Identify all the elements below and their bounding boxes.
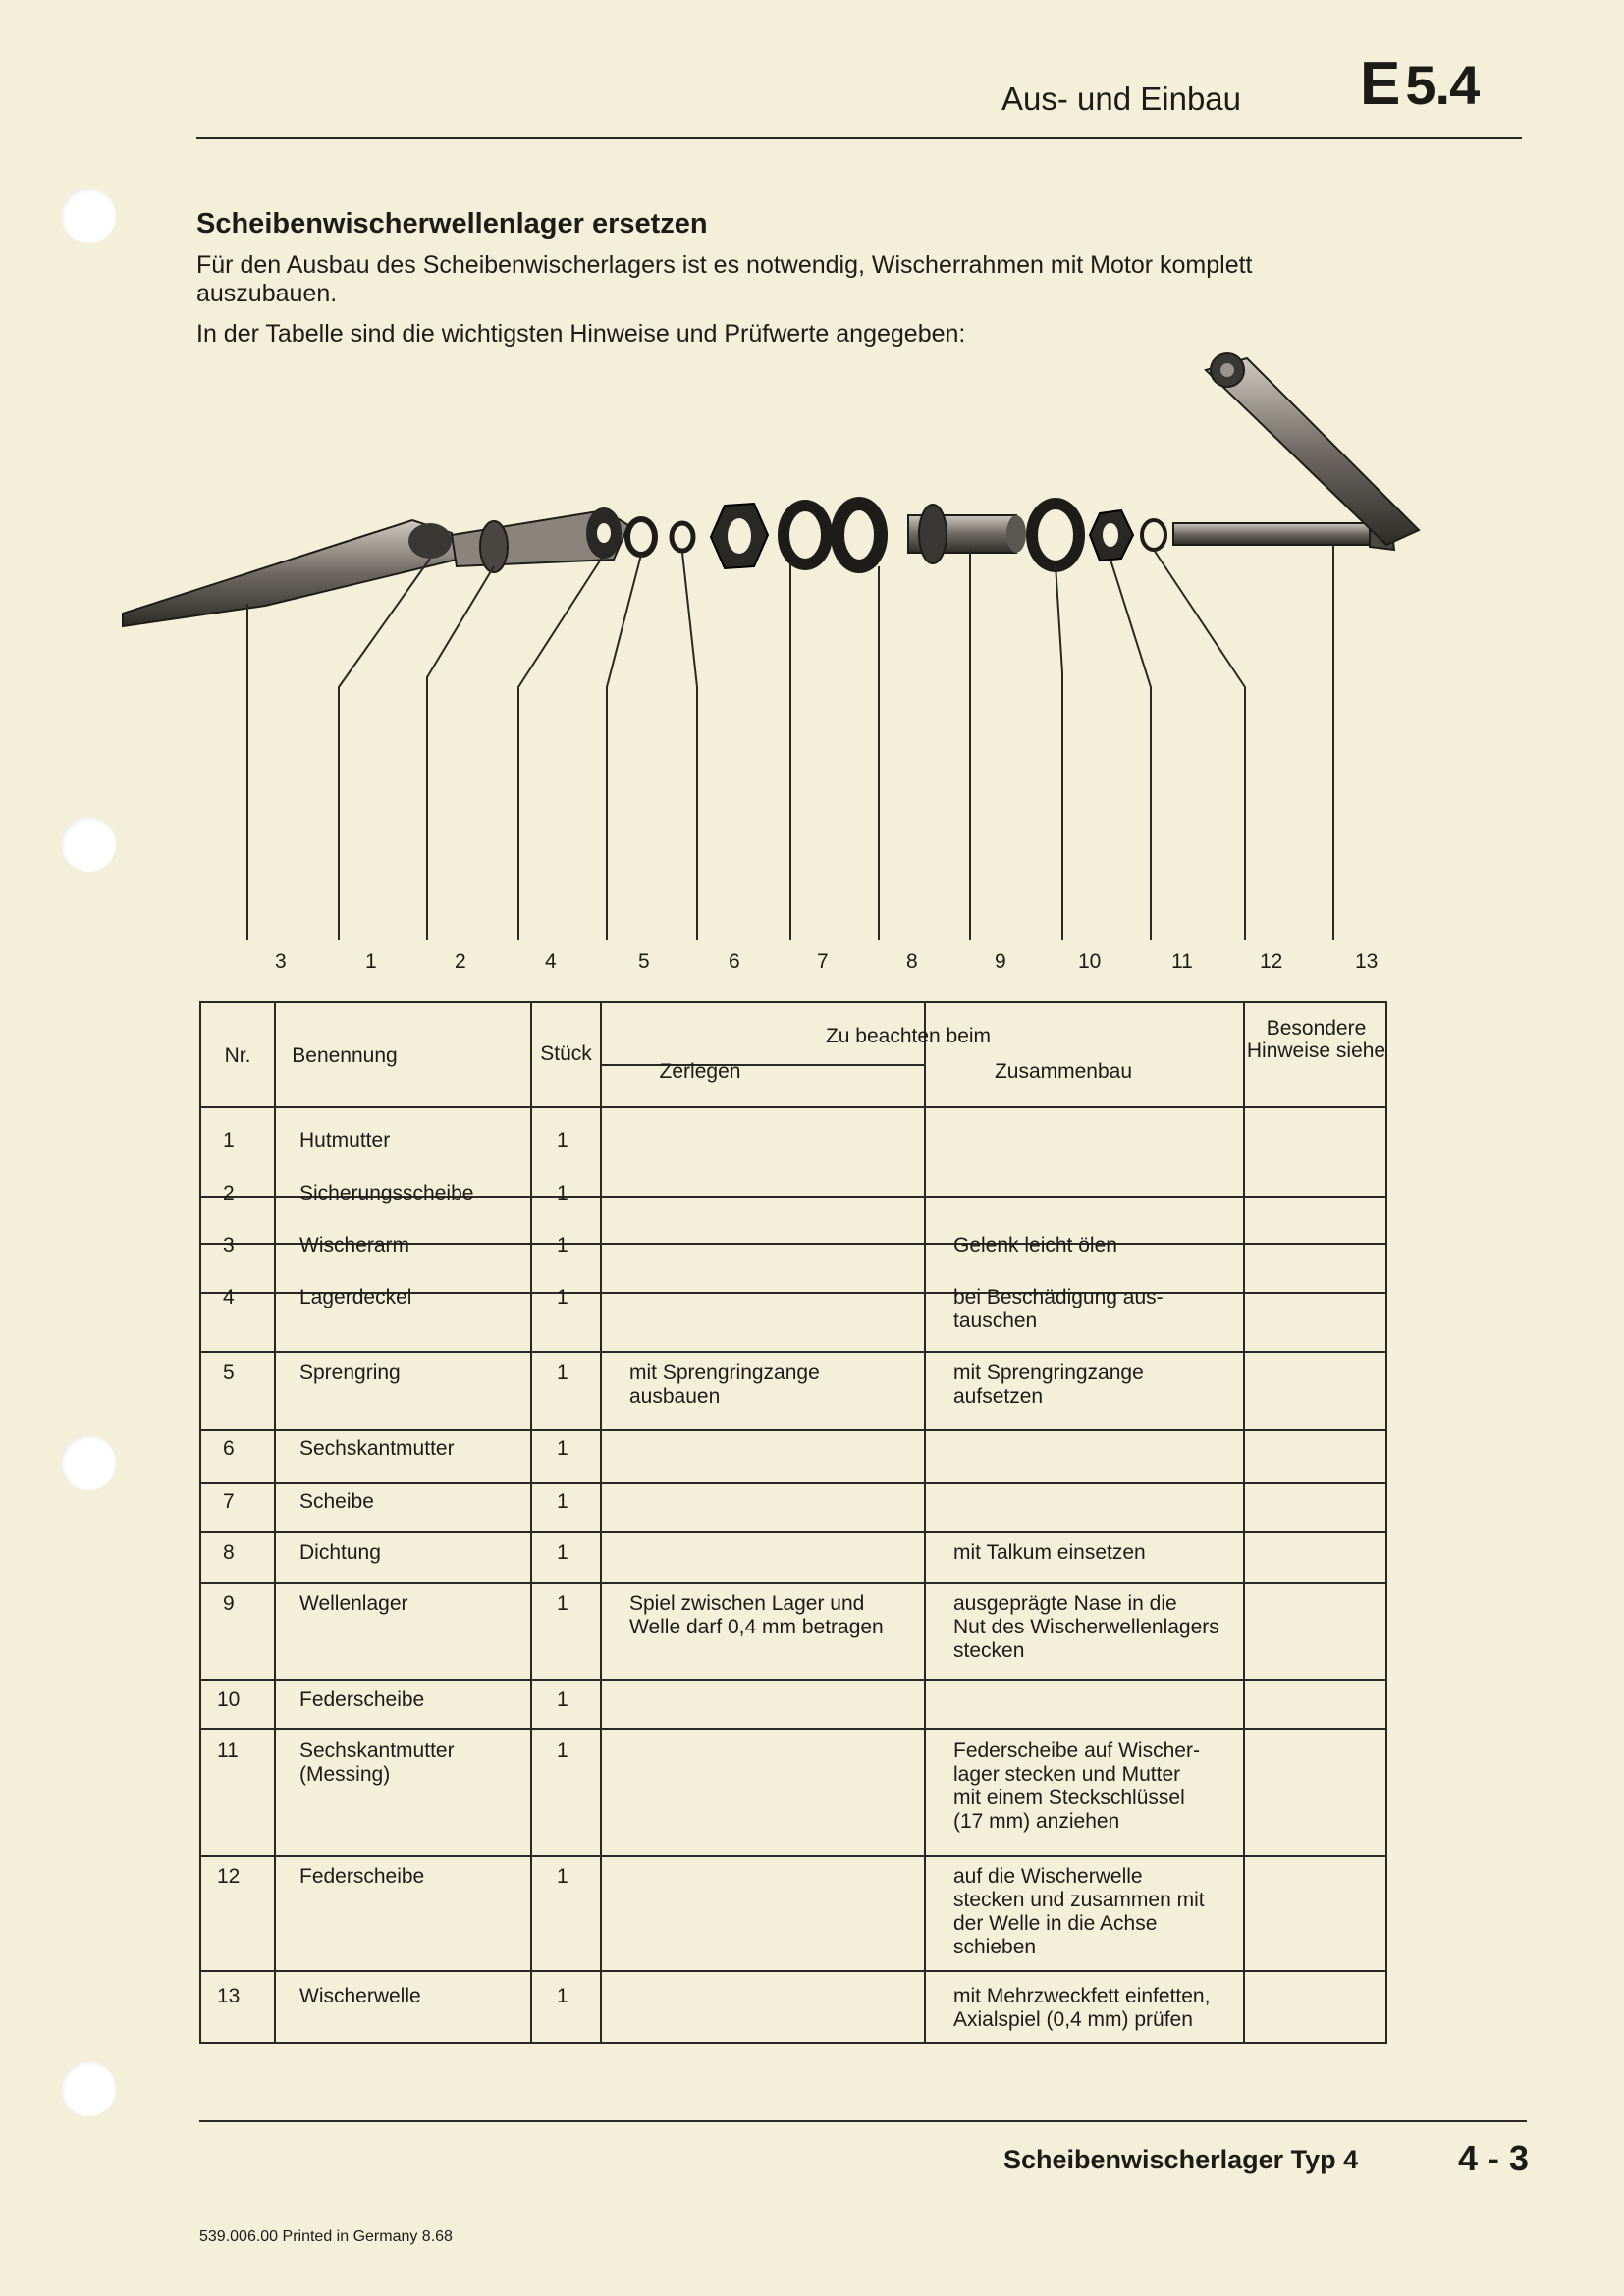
table-row-qty: 1	[557, 1182, 568, 1204]
table-row-qty: 1	[557, 1739, 568, 1762]
table-row-nr: 3	[223, 1234, 235, 1256]
callout-number: 3	[275, 950, 287, 973]
leader-lines	[247, 545, 1333, 940]
header-assembly: Zusammenbau	[994, 1060, 1133, 1083]
table-row-name: Sechskantmutter	[299, 1437, 455, 1460]
table-row-qty: 1	[557, 1129, 568, 1151]
header-name: Benennung	[292, 1044, 398, 1067]
callout-number: 12	[1260, 950, 1283, 973]
table-row-disassembly: mit Sprengringzange ausbauen	[629, 1362, 820, 1408]
callout-number: 10	[1078, 950, 1102, 973]
punch-hole	[61, 817, 116, 872]
table-row-name: Sicherungsscheibe	[299, 1182, 474, 1204]
table-row-assembly: mit Mehrzweckfett einfetten, Axialspiel (0,4 mm) prüfen	[953, 1985, 1211, 2031]
punch-hole	[61, 1435, 116, 1490]
section-letter: E	[1360, 50, 1400, 118]
table-row-qty: 1	[557, 1865, 568, 1888]
table-row-name: Wischerwelle	[299, 1985, 421, 2007]
header-rule	[196, 137, 1522, 139]
intro-table-note: In der Tabelle sind die wichtigsten Hinweise und Prüfwerte angegeben:	[196, 320, 966, 347]
table-row-nr: 10	[217, 1688, 241, 1711]
header-title: Aus- und Einbau	[1001, 80, 1242, 117]
table-row-qty: 1	[557, 1437, 568, 1460]
table-row-nr: 11	[217, 1739, 239, 1762]
table-row-nr: 13	[217, 1985, 241, 2007]
table-row-qty: 1	[557, 1286, 568, 1308]
table-row-name: Sprengring	[299, 1362, 401, 1384]
callout-number: 11	[1171, 950, 1193, 973]
table-row-name: Dichtung	[299, 1541, 381, 1564]
callout-number: 6	[729, 950, 740, 973]
table-row-name: Lagerdeckel	[299, 1286, 412, 1308]
table-row-assembly: ausgeprägte Nase in die Nut des Wischerwellenlagers stecken	[953, 1592, 1219, 1662]
table-row-assembly: Gelenk leicht ölen	[953, 1234, 1117, 1256]
table-row-nr: 4	[223, 1286, 235, 1308]
section-heading: Scheibenwischerwellenlager ersetzen	[196, 208, 708, 240]
intro-paragraph: Für den Ausbau des Scheibenwischerlagers ist es notwendig, Wischerrahmen mit Motor komplett auszubauen.	[196, 251, 1253, 307]
punch-hole	[61, 2061, 116, 2116]
table-row-nr: 7	[223, 1490, 235, 1513]
header-notes: Besondere Hinweise siehe	[1246, 1017, 1386, 1062]
print-note: 539.006.00 Printed in Germany 8.68	[199, 2228, 453, 2245]
callout-number: 13	[1355, 950, 1379, 973]
callout-number: 2	[455, 950, 466, 973]
table-row-qty: 1	[557, 1490, 568, 1513]
table-row-qty: 1	[557, 1234, 568, 1256]
table-row-name: Scheibe	[299, 1490, 374, 1513]
table-row-name: Wellenlager	[299, 1592, 408, 1615]
table-row-nr: 2	[223, 1182, 235, 1204]
footer-title: Scheibenwischerlager Typ 4	[1003, 2145, 1359, 2174]
table-row-nr: 1	[223, 1129, 235, 1151]
table-row-assembly: mit Talkum einsetzen	[953, 1541, 1146, 1564]
table-row-qty: 1	[557, 1362, 568, 1384]
table-row-assembly: Federscheibe auf Wischer- lager stecken und Mutter mit einem Steckschlüssel (17 mm) anziehen	[953, 1739, 1200, 1833]
callout-number: 9	[995, 950, 1006, 973]
callout-number: 1	[365, 950, 377, 973]
table-row-nr: 9	[223, 1592, 235, 1615]
table-row-qty: 1	[557, 1541, 568, 1564]
table-row-name: Hutmutter	[299, 1129, 391, 1151]
table-row-nr: 8	[223, 1541, 235, 1564]
section-number: 5.4	[1405, 54, 1480, 116]
table-row-disassembly: Spiel zwischen Lager und Welle darf 0,4 mm betragen	[629, 1592, 884, 1638]
callout-number: 7	[817, 950, 829, 973]
table-row-name: Sechskantmutter (Messing)	[299, 1739, 455, 1786]
header-disassembly: Zerlegen	[659, 1060, 741, 1083]
page-number: 4 - 3	[1458, 2138, 1530, 2178]
punch-hole	[61, 188, 116, 243]
callout-number: 4	[545, 950, 557, 973]
table-row-name: Federscheibe	[299, 1865, 425, 1888]
footer-rule	[199, 2120, 1527, 2122]
table-row-assembly: auf die Wischerwelle stecken und zusammen mit der Welle in die Achse schieben	[953, 1865, 1205, 1958]
parts-table	[199, 1001, 1387, 2044]
table-row-name: Wischerarm	[299, 1234, 410, 1256]
table-row-qty: 1	[557, 1592, 568, 1615]
table-row-assembly: mit Sprengringzange aufsetzen	[953, 1362, 1144, 1408]
header-qty: Stück	[540, 1042, 592, 1065]
header-observe: Zu beachten beim	[825, 1025, 992, 1047]
table-row-nr: 6	[223, 1437, 235, 1460]
exploded-view-diagram	[118, 348, 1532, 952]
table-row-name: Federscheibe	[299, 1688, 425, 1711]
table-row-assembly: bei Beschädigung aus- tauschen	[953, 1286, 1164, 1332]
table-row-nr: 12	[217, 1865, 241, 1888]
callout-number: 8	[906, 950, 918, 973]
table-row-qty: 1	[557, 1985, 568, 2007]
header-nr: Nr.	[224, 1044, 251, 1067]
section-badge	[1360, 49, 1479, 119]
table-row-qty: 1	[557, 1688, 568, 1711]
table-row-nr: 5	[223, 1362, 235, 1384]
callout-number: 5	[638, 950, 650, 973]
